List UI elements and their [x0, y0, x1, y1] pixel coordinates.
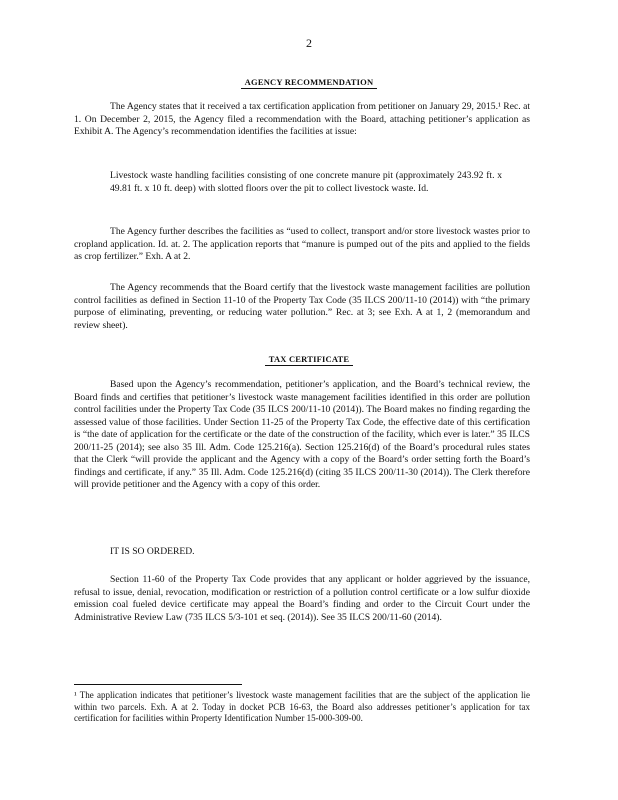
heading-text: AGENCY RECOMMENDATION	[241, 77, 378, 89]
paragraph-appeal-rights: Section 11-60 of the Property Tax Code provides that any applicant or holder aggrieved by the issuance, refusal to issue, denial, revocation, modification or restriction of a pollution control certificate or a low sulfur dioxide emission coal fueled device certificate may appeal the Board’s finding and order to the Circuit Court under the Administrative Review Law (735 ILCS 5/3-101 et seq. (2014)). See 35 ILCS 200/11-60 (2014).	[74, 574, 530, 623]
paragraph-facility-description: The Agency further describes the facilities as “used to collect, transport and/or store livestock wastes prior to cropland application. Id. at. 2. The application reports that “manure is pumped out of the pits and applied to the fields as crop fertilizer.” Exh. A at 2.	[74, 226, 530, 262]
section-heading-agency-recommendation	[0, 77, 618, 87]
so-ordered-line: IT IS SO ORDERED.	[110, 546, 195, 557]
section-heading-tax-certificate	[0, 354, 618, 364]
block-quote-facilities: Livestock waste handling facilities consisting of one concrete manure pit (approximately 243.92 ft. x 49.81 ft. x 10 ft. deep) with slotted floors over the pit to collect livestock waste. Id.	[110, 170, 502, 194]
heading-text: TAX CERTIFICATE	[265, 354, 354, 366]
footnote-1: ¹ The application indicates that petitioner’s livestock waste management facilities that are the subject of the application lie within two parcels. Exh. A at 2. Today in docket PCB 16-63, the Board also addresses petitioner’s application for tax certification for facilities within Property Identification Number 15-000-309-00.	[74, 690, 530, 723]
paragraph-board-findings: Based upon the Agency’s recommendation, petitioner’s application, and the Board’s technical review, the Board finds and certifies that petitioner’s livestock waste management facilities identified in this order are pollution control facilities under the Property Tax Code (35 ILCS 200/11-10 (2014)). The Board makes no finding regarding the assessed value of those facilities. Under Section 11-25 of the Property Tax Code, the effective date of this certification is “the date of application for the certificate or the date of the construction of the facility, which ever is later.” 35 ILCS 200/11-25 (2014); see also 35 Ill. Adm. Code 125.216(a). Section 125.216(d) of the Board’s procedural rules states that the Clerk “will provide the applicant and the Agency with a copy of the Board’s order setting forth the Board’s findings and certificate, if any.” 35 Ill. Adm. Code 125.216(d) (citing 35 ILCS 200/11-30 (2014)). The Clerk therefore will provide petitioner and the Agency with a copy of this order.	[74, 379, 530, 490]
paragraph-agency-statement: The Agency states that it received a tax certification application from petitioner on January 29, 2015.¹ Rec. at 1. On December 2, 2015, the Agency filed a recommendation with the Board, attaching petitioner’s application as Exhibit A. The Agency’s recommendation identifies the facilities at issue:	[74, 101, 530, 137]
footnote-divider	[74, 684, 242, 685]
page-number: 2	[306, 36, 312, 50]
paragraph-agency-recommends: The Agency recommends that the Board certify that the livestock waste management facilities are pollution control facilities as defined in Section 11-10 of the Property Tax Code (35 ILCS 200/11-10 (2014)) with “the primary purpose of eliminating, preventing, or reducing water pollution.” Rec. at 3; see Exh. A at 1, 2 (memorandum and review sheet).	[74, 282, 530, 331]
